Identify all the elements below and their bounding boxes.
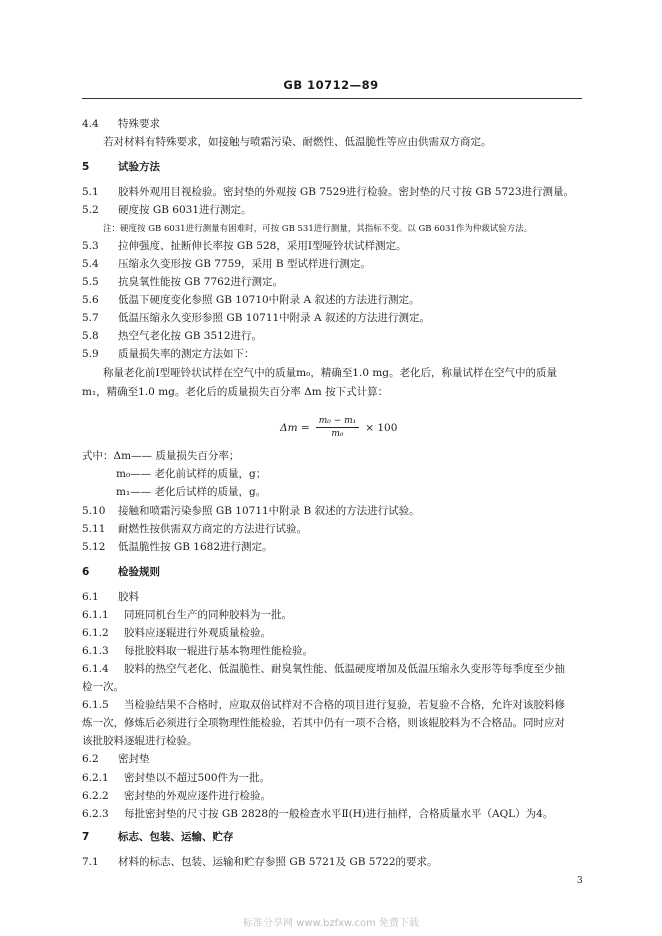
clause-number: 6.1.4 [82,663,109,675]
standard-code-header: GB 10712—89 [283,78,379,92]
clause-text: 胶料 [118,591,139,603]
section-5-heading [82,160,582,174]
clause-text: 硬度按 GB 6031进行测定。 [118,204,252,216]
clause-number: 6.1.2 [82,627,109,639]
clause-number: 6.1.5 [82,699,109,711]
clause-text: 密封垫的外观应逐件进行检验。 [124,790,271,802]
clause-7-1 [82,855,582,869]
clause-6-2-3 [82,807,582,821]
clause-5-4 [82,257,582,271]
clause-number: 5.8 [82,330,99,342]
section-6-heading [82,565,582,579]
clause-number: 5.1 [82,186,99,198]
formula-legend: 式中：Δm—— 质量损失百分率； [82,450,240,462]
formula-numerator: m₀ − m₁ [316,416,360,428]
clause-text: 胶料的热空气老化、低温脆性、耐臭氧性能、低温硬度增加及低温压缩永久变形等每季度至少抽 [124,663,565,675]
clause-text: 当检验结果不合格时，应取双倍试样对不合格的项目进行复验，若复验不合格，允许对该胶料修 [124,699,565,711]
clause-6-2 [82,752,582,766]
section-7-heading [82,830,582,844]
header-divider [82,98,582,99]
clause-number: 7.1 [82,856,99,868]
clause-text: 低温下硬度变化参照 GB 10710中附录 A 叙述的方法进行测定。 [118,294,420,306]
clause-6-1-3 [82,644,582,658]
clause-6-1-1 [82,608,582,622]
clause-text: 密封垫 [118,753,150,765]
clause-5-8 [82,329,582,343]
watermark-footer: 标准分享网 www.bzfxw.com 免费下载 [243,918,419,929]
clause-text: 耐燃性按供需双方商定的方法进行试验。 [118,523,307,535]
clause-text: 低温压缩永久变形参照 GB 10711中附录 A 叙述的方法进行测定。 [118,312,430,324]
paragraph: 检一次。 [82,681,124,693]
clause-text: 抗臭氧性能按 GB 7762进行测定。 [118,276,284,288]
clause-5-9 [82,347,582,361]
clause-text: 胶料应逐辊进行外观质量检验。 [124,627,271,639]
clause-5-5 [82,275,582,289]
paragraph: 称量老化前Ⅰ型哑铃状试样在空气中的质量m₀，精确至1.0 mg。老化后，称量试样在空气中的质量 [103,367,558,379]
clause-text: 每批密封垫的尺寸按 GB 2828的一般检查水平Ⅱ(H)进行抽样，合格质量水平（AQL）为4。 [124,808,554,820]
clause-text: 材料的标志、包装、运输和贮存参照 GB 5721及 GB 5722的要求。 [118,856,438,868]
formula-rhs: × 100 [365,421,398,434]
clause-number: 5.12 [82,541,106,553]
clause-5-7 [82,311,582,325]
clause-number: 5.6 [82,294,99,306]
paragraph: 该批胶料逐辊进行检验。 [82,735,198,747]
clause-number: 4.4 [82,118,99,130]
clause-6-2-1 [82,771,582,785]
clause-number: 5.10 [82,505,106,517]
clause-text: 热空气老化按 GB 3512进行。 [118,330,263,342]
clause-number: 6.2.2 [82,790,109,802]
clause-5-6 [82,293,582,307]
clause-5-10 [82,504,582,518]
clause-5-1 [82,185,582,199]
page-number: 3 [577,876,583,886]
clause-number: 6.1.3 [82,645,109,657]
clause-number: 5.2 [82,204,99,216]
clause-number: 6.1.1 [82,609,109,621]
paragraph: 若对材料有特殊要求，如接触与喷霜污染、耐燃性、低温脆性等应由供需双方商定。 [103,136,492,148]
clause-6-1-4 [82,662,582,676]
clause-5-2 [82,203,582,217]
clause-number: 5.5 [82,276,99,288]
clause-title: 特殊要求 [118,118,160,130]
formula-lhs: Δm = [280,421,310,434]
clause-number: 5.3 [82,240,99,252]
note-5-2: 注：硬度按 GB 6031进行测量有困难时，可按 GB 531进行测量，其指标不变。以 GB 6031作为仲裁试验方法。 [103,224,533,234]
clause-number: 6.2 [82,753,99,765]
section-number: 7 [82,831,90,843]
clause-5-12 [82,540,582,554]
paragraph: m₁，精确至1.0 mg。老化后的质量损失百分率 Δm 按下式计算： [82,386,389,398]
clause-text: 胶料外观用目视检验。密封垫的外观按 GB 7529进行检验。密封垫的尺寸按 GB 5723进行测量。 [118,186,574,198]
clause-number: 5.11 [82,523,106,535]
clause-6-1-5 [82,698,582,712]
section-title: 检验规则 [118,566,160,578]
clause-text: 同班同机台生产的同种胶料为一批。 [124,609,292,621]
clause-number: 5.9 [82,348,99,360]
clause-text: 接触和喷霜污染参照 GB 10711中附录 B 叙述的方法进行试验。 [118,505,420,517]
clause-text: 每批胶料取一辊进行基本物理性能检验。 [124,645,313,657]
section-number: 6 [82,566,90,578]
clause-text: 拉伸强度、扯断伸长率按 GB 528，采用Ⅰ型哑铃状试样测定。 [118,240,407,252]
section-number: 5 [82,161,90,173]
clause-number: 6.2.3 [82,808,109,820]
clause-text: 质量损失率的测定方法如下： [118,348,255,360]
clause-6-1 [82,590,582,604]
formula-fraction [316,416,360,439]
clause-number: 6.1 [82,591,99,603]
clause-5-11 [82,522,582,536]
clause-5-3 [82,239,582,253]
clause-text: 密封垫以不超过500件为一批。 [124,772,271,784]
formula-denominator: m₀ [331,429,344,439]
clause-number: 6.2.1 [82,772,109,784]
clause-6-2-2 [82,789,582,803]
paragraph: 炼一次，修炼后必须进行全项物理性能检验，若其中仍有一项不合格，则该辊胶料为不合格品。同时应对 [82,717,565,729]
section-title: 试验方法 [118,161,160,173]
section-title: 标志、包装、运输、贮存 [118,831,234,843]
mass-loss-formula [280,416,397,439]
clause-text: 压缩永久变形按 GB 7759，采用 B 型试样进行测定。 [118,258,371,270]
clause-number: 5.4 [82,258,99,270]
clause-6-1-2 [82,626,582,640]
formula-legend: m₁—— 老化后试样的质量，g。 [116,486,267,498]
clause-text: 低温脆性按 GB 1682进行测定。 [118,541,273,553]
formula-legend: m₀—— 老化前试样的质量，g； [116,468,267,480]
clause-number: 5.7 [82,312,99,324]
clause-4-4 [82,117,582,131]
